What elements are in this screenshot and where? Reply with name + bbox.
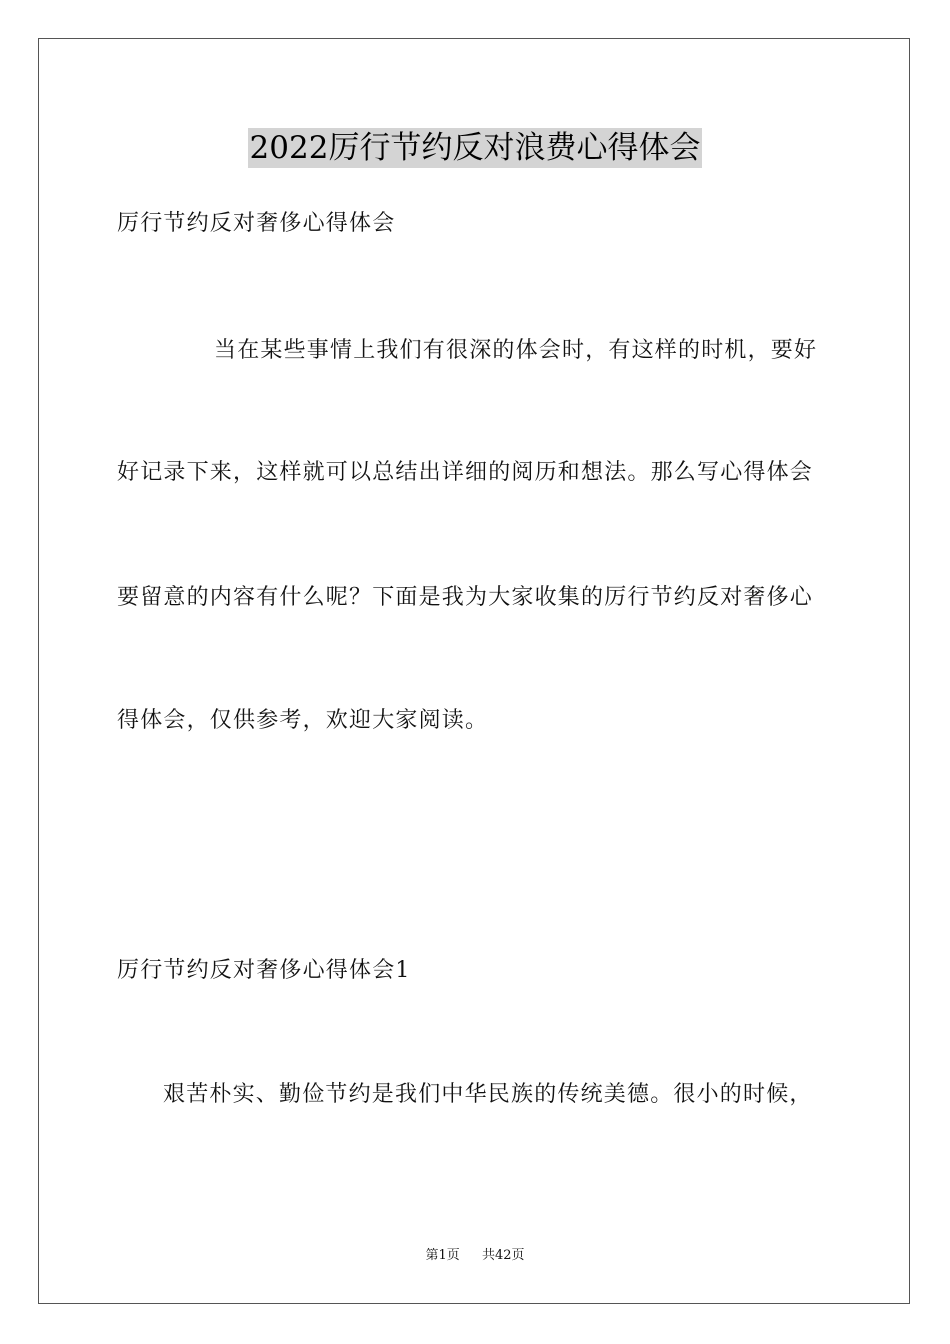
document-title-block: [0, 128, 950, 168]
page-number: 第1页: [425, 1248, 460, 1263]
section-paragraph-line-1: 艰苦朴实、勤俭节约是我们中华民族的传统美德。很小的时候，: [163, 1082, 813, 1107]
document-title: 2022厉行节约反对浪费心得体会: [249, 130, 701, 166]
page-footer: [0, 1247, 950, 1265]
page-total: 共42页: [481, 1248, 525, 1263]
intro-line-2: 好记录下来，这样就可以总结出详细的阅历和想法。那么写心得体会: [117, 460, 814, 485]
intro-line-4: 得体会，仅供参考，欢迎大家阅读。: [117, 708, 489, 733]
intro-line-1: 当在某些事情上我们有很深的体会时，有这样的时机，要好: [214, 338, 818, 363]
subtitle: 厉行节约反对奢侈心得体会: [117, 211, 396, 236]
section-heading: 厉行节约反对奢侈心得体会1: [117, 958, 411, 983]
intro-line-3: 要留意的内容有什么呢？下面是我为大家收集的厉行节约反对奢侈心: [117, 585, 814, 610]
